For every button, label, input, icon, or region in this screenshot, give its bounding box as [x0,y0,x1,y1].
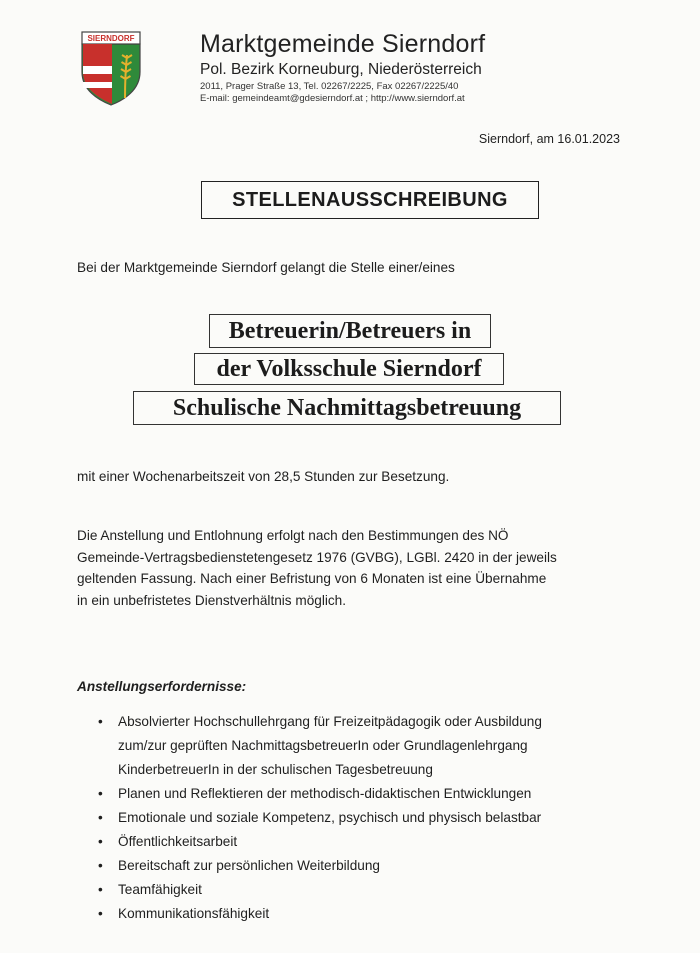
bullet-icon: • [98,858,103,873]
bullet-icon: • [98,786,103,801]
address-line: 2011, Prager Straße 13, Tel. 02267/2225, Fax 02267/2225/40 [200,81,459,92]
coat-of-arms-logo [78,30,144,106]
bullet-icon: • [98,906,103,921]
position-title-line-2: der Volksschule Sierndorf [194,353,504,385]
employment-line: Die Anstellung und Entlohnung erfolgt nach den Bestimmungen des NÖ [77,528,509,543]
requirement-item: • Planen und Reflektieren der methodisch-didaktischen Entwicklungen [96,782,656,806]
employment-line: Gemeinde-Vertragsbedienstetengesetz 1976 (GVBG), LGBl. 2420 in der jeweils [77,549,557,565]
requirement-item: • Absolvierter Hochschullehrgang für Freizeitpädagogik oder Ausbildung zum/zur geprüften NachmittagsbetreuerIn oder Grundlagenlehrgang KinderbetreuerIn in der schulischen Tagesbetreuung [96,710,656,782]
working-hours-text: mit einer Wochenarbeitszeit von 28,5 Stunden zur Besetzung. [77,469,450,484]
employment-paragraph [77,525,657,611]
svg-text:SIERNDORF: SIERNDORF [87,34,135,43]
municipality-title: Marktgemeinde Sierndorf [200,30,486,58]
contact-line: E-mail: gemeindeamt@gdesierndorf.at ; http://www.sierndorf.at [200,93,465,104]
district-subtitle: Pol. Bezirk Korneuburg, Niederösterreich [200,61,482,78]
document-date: Sierndorf, am 16.01.2023 [478,132,620,146]
requirement-item: • Bereitschaft zur persönlichen Weiterbildung [96,854,656,878]
requirement-item: • Emotionale und soziale Kompetenz, psychisch und physisch belastbar [96,806,656,830]
requirement-item: • Öffentlichkeitsarbeit [96,830,656,854]
requirements-list [96,710,656,926]
bullet-icon: • [98,834,103,849]
intro-text: Bei der Marktgemeinde Sierndorf gelangt die Stelle einer/eines [77,260,455,275]
bullet-icon: • [98,810,103,825]
bullet-icon: • [98,882,103,897]
position-title-line-1: Betreuerin/Betreuers in [209,314,491,348]
bullet-icon: • [98,714,103,729]
employment-line: geltenden Fassung. Nach einer Befristung von 6 Monaten ist eine Übernahme [77,571,547,586]
requirement-item: • Teamfähigkeit [96,878,656,902]
position-title-line-3: Schulische Nachmittagsbetreuung [133,391,561,425]
document-heading: STELLENAUSSCHREIBUNG [201,181,539,219]
employment-line: in ein unbefristetes Dienstverhältnis möglich. [77,592,346,608]
requirement-item: • Kommunikationsfähigkeit [96,902,656,926]
requirements-title: Anstellungserfordernisse: [77,679,247,694]
